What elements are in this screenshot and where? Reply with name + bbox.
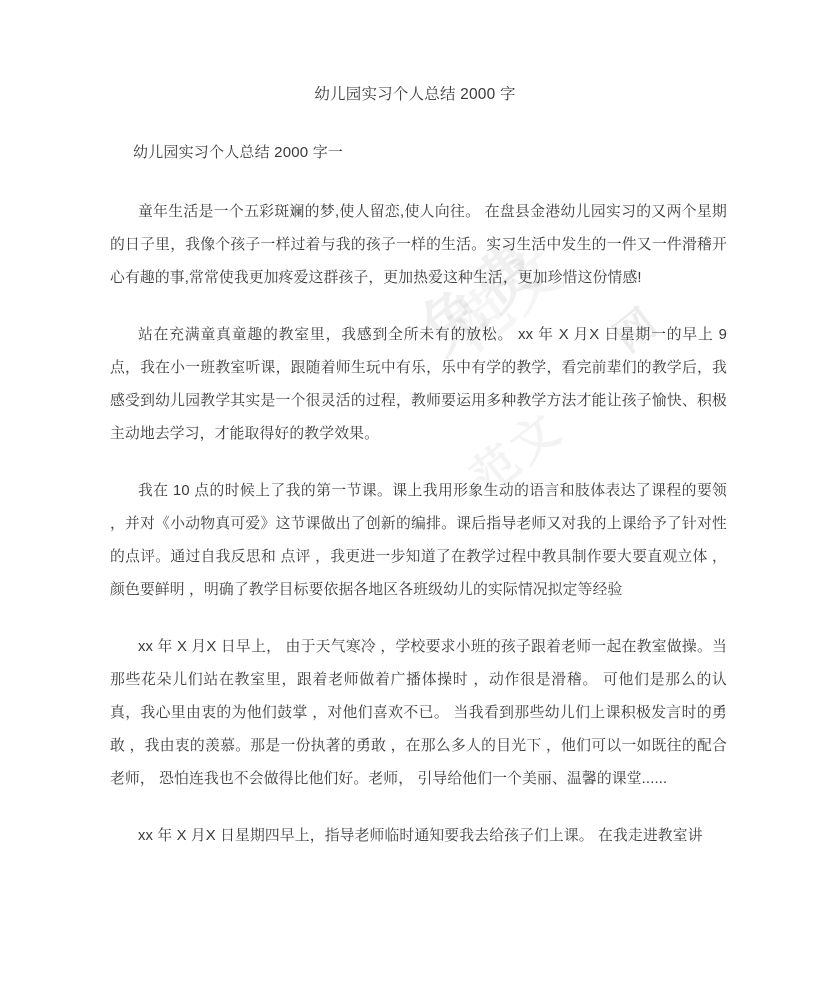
watermark-text-3: 网 — [606, 301, 665, 361]
body-paragraph: xx 年 X 月X 日早上， 由于天气寒冷 ，学校要求小班的孩子跟着老师一起在教室做操。当那些花朵儿们站在教室里，跟着老师做着广播体操时 ，动作很是滑稽。 可他们是那么的认真，我心里由衷的为他们鼓掌 ，对他们喜欢不已。 当我看到那些幼儿们上课积极发言时的勇敢 ，我由衷的羡慕。那是一份执著的勇敢 ，在那么多人的目光下 ，他们可以一如既往的配合老师， 恐怕连我也不会做得比他们好。老师， 引导给他们一个美丽、温馨的课堂...... — [110, 639, 727, 787]
body-paragraph: 站在充满童真童趣的教室里，我感到全所未有的放松。 xx 年 X 月X 日星期一的早上 9 点，我在小一班教室听课，跟随着师生玩中有乐，乐中有学的教学，看完前辈们的教学后，我感受到幼儿园教学其实是一个很灵活的过程，教师要运用多种教学方法才能让孩子愉快、积极主动地去学习，才能取得好的教学效果。 — [110, 327, 727, 442]
document-subtitle: 幼儿园实习个人总结 2000 字一 — [133, 144, 344, 161]
document-body — [110, 196, 727, 853]
document-title: 幼儿园实习个人总结 2000 字 — [314, 86, 516, 103]
body-paragraph: xx 年 X 月X 日星期四早上，指导老师临时通知要我去给孩子们上课。 在我走进教室讲 — [138, 828, 703, 844]
watermark-text-1: 免费 — [407, 228, 558, 367]
body-paragraph: 童年生活是一个五彩斑斓的梦,使人留恋,使人向往。 在盘县金港幼儿园实习的又两个星期的日子里，我像个孩子一样过着与我的孩子一样的生活。实习生活中发生的一件又一件滑稽开心有趣的事,常常使我更加疼爱这群孩子，更加热爱这种生活，更加珍惜这份情感! — [110, 204, 727, 286]
body-paragraph: 我在 10 点的时候上了我的第一节课。课上我用形象生动的语言和肢体表达了课程的要领 ，并对《小动物真可爱》这节课做出了创新的编排。课后指导老师又对我的上课给予了针对性的点评。通过自我反思和 点评 ，我更进一步知道了在教学过程中教具制作要大要直观立体 ，颜色要鲜明 ，明确了教学目标要依据各地区各班级幼儿的实际情况拟定等经验 — [110, 483, 727, 598]
